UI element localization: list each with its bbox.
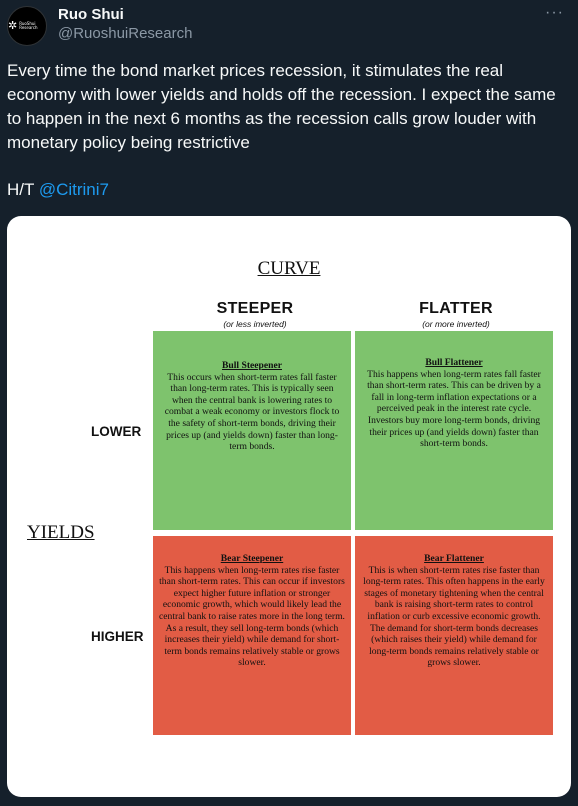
yields-title: YIELDS <box>27 522 95 543</box>
avatar-logo-text: RuoShui Research <box>19 20 38 30</box>
cell-text: This happens when long-term rates fall faster than short-term rates. This can be driven by a fall in long-term inflation expectations or a perceived peak in the interest rate cycle. Investors buy more long-term bonds, driving their prices up (and yields down) faster than short-term bonds. <box>367 368 541 450</box>
more-horizontal-icon[interactable]: ··· <box>545 4 564 21</box>
cell-title: Bull Steepener <box>222 360 282 371</box>
cell-title: Bear Steepener <box>220 553 284 564</box>
tweet-image[interactable] <box>7 216 571 797</box>
display-name[interactable]: Ruo Shui <box>58 6 124 23</box>
mention-link[interactable]: @Citrini7 <box>38 180 109 199</box>
row-label-higher: HIGHER <box>91 629 144 644</box>
logo-icon: ✲ <box>8 19 18 32</box>
hat-tip-prefix: H/T <box>7 180 35 199</box>
cell-text: This is when short-term rates rise faster than long-term rates. This often happens in the early stages of monetary tightening when the central bank is raising short-term rates to control inflation or curb excessive economic growth. The demand for short-term bonds decreases (which raises their yield) while demand for long-term bonds remains relatively stable or grows slower. <box>363 564 545 669</box>
cell-bull-flattener <box>355 331 553 530</box>
cell-text: This happens when long-term rates rise faster than short-term rates. This can occur if investors expect higher future inflation or stronger economic growth, which would likely lead the central bank to raise rates more in the long term. As a result, they sell long-term bonds (which increases their yield) while demand for short-term bonds remains relatively stable or grows slower. <box>159 564 345 669</box>
hat-tip <box>7 178 109 202</box>
cell-bull-steepener <box>153 331 351 530</box>
cell-title: Bear Flattener <box>424 553 484 564</box>
cell-text: This occurs when short-term rates fall faster than long-term rates. This is typically seen when the central bank is lowering rates to combat a weak economy or investors flock to the safety of short-term bonds, driving their prices up (and yields down) faster than long-term bonds. <box>164 371 340 453</box>
curve-title: CURVE <box>257 258 321 279</box>
tweet-text: Every time the bond market prices recession, it stimulates the real economy with lower yields and holds off the recession. I expect the same to happen in the next 6 months as the recession calls grow louder with monetary policy being restrictive <box>7 61 556 152</box>
column-header-flatter: FLATTER (or more inverted) <box>419 300 493 329</box>
cell-bear-steepener <box>153 536 351 735</box>
cell-bear-flattener <box>355 536 553 735</box>
column-header-steeper: STEEPER (or less inverted) <box>216 300 294 329</box>
avatar[interactable] <box>7 6 47 46</box>
row-label-lower: LOWER <box>91 424 142 439</box>
user-handle[interactable]: @RuoshuiResearch <box>58 25 193 42</box>
cell-title: Bull Flattener <box>425 357 483 368</box>
